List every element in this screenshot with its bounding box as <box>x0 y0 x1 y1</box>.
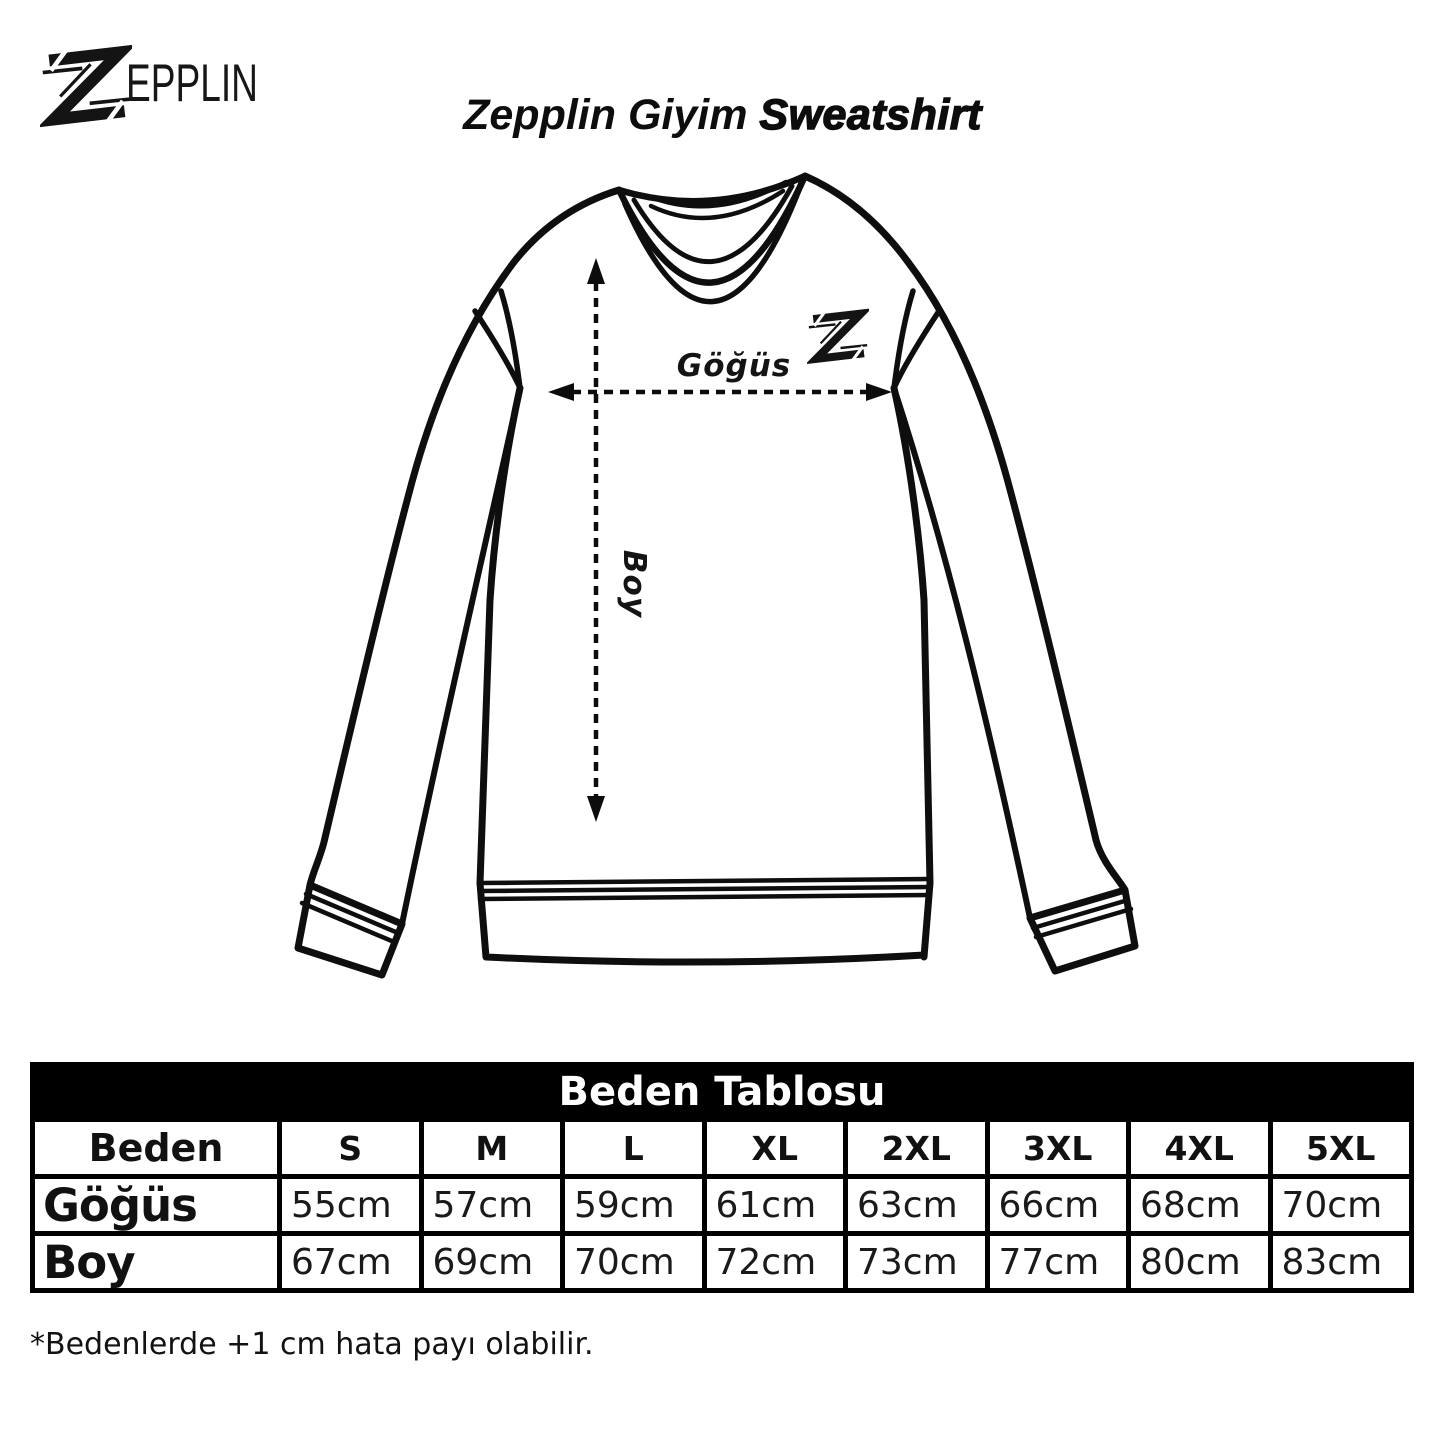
size-header-cell: Beden <box>35 1122 277 1174</box>
size-column-header: S <box>282 1122 419 1174</box>
chest-z-icon <box>809 310 867 363</box>
arrow-right-head <box>866 383 892 401</box>
chest-value-cell: 55cm <box>282 1179 419 1231</box>
length-value-cell: 77cm <box>990 1236 1127 1288</box>
size-column-header: M <box>424 1122 561 1174</box>
length-row-label: Boy <box>35 1236 277 1288</box>
size-column-header: 2XL <box>848 1122 985 1174</box>
size-column-header: L <box>565 1122 702 1174</box>
size-column-header: 4XL <box>1131 1122 1268 1174</box>
chest-value-cell: 57cm <box>424 1179 561 1231</box>
title-prefix: Zepplin Giyim <box>463 90 748 139</box>
length-value-cell: 80cm <box>1131 1236 1268 1288</box>
table-title: Beden Tablosu <box>35 1067 1409 1117</box>
arrow-left-head <box>548 383 574 401</box>
length-value-cell: 83cm <box>1273 1236 1410 1288</box>
size-column-header: XL <box>707 1122 844 1174</box>
arrow-up-head <box>587 258 605 284</box>
tolerance-footnote: *Bedenlerde +1 cm hata payı olabilir. <box>30 1327 594 1362</box>
collar <box>619 176 805 302</box>
length-value-cell: 70cm <box>565 1236 702 1288</box>
chest-value-cell: 68cm <box>1131 1179 1268 1231</box>
arrow-down-head <box>587 796 605 822</box>
length-value-cell: 72cm <box>707 1236 844 1288</box>
length-value-cell: 69cm <box>424 1236 561 1288</box>
length-arrow <box>587 258 605 822</box>
chest-row-label: Göğüs <box>35 1179 277 1231</box>
size-column-header: 3XL <box>990 1122 1127 1174</box>
sweatshirt-outline <box>298 176 1135 975</box>
chest-width-arrow <box>548 383 892 401</box>
chest-value-cell: 70cm <box>1273 1179 1410 1231</box>
size-column-header: 5XL <box>1273 1122 1410 1174</box>
length-dimension-label: Boy <box>616 549 652 619</box>
length-value-cell: 73cm <box>848 1236 985 1288</box>
chest-value-cell: 63cm <box>848 1179 985 1231</box>
size-table <box>30 1062 1414 1293</box>
chest-value-cell: 59cm <box>565 1179 702 1231</box>
sweatshirt-diagram <box>282 160 1162 1040</box>
brand-logo-text: EPPLIN <box>126 54 258 113</box>
chest-value-cell: 61cm <box>707 1179 844 1231</box>
chest-dimension-label: Göğüs <box>676 348 792 384</box>
length-value-cell: 67cm <box>282 1236 419 1288</box>
page-title <box>0 91 1445 140</box>
chest-value-cell: 66cm <box>990 1179 1127 1231</box>
title-product: Sweatshirt <box>759 90 982 139</box>
